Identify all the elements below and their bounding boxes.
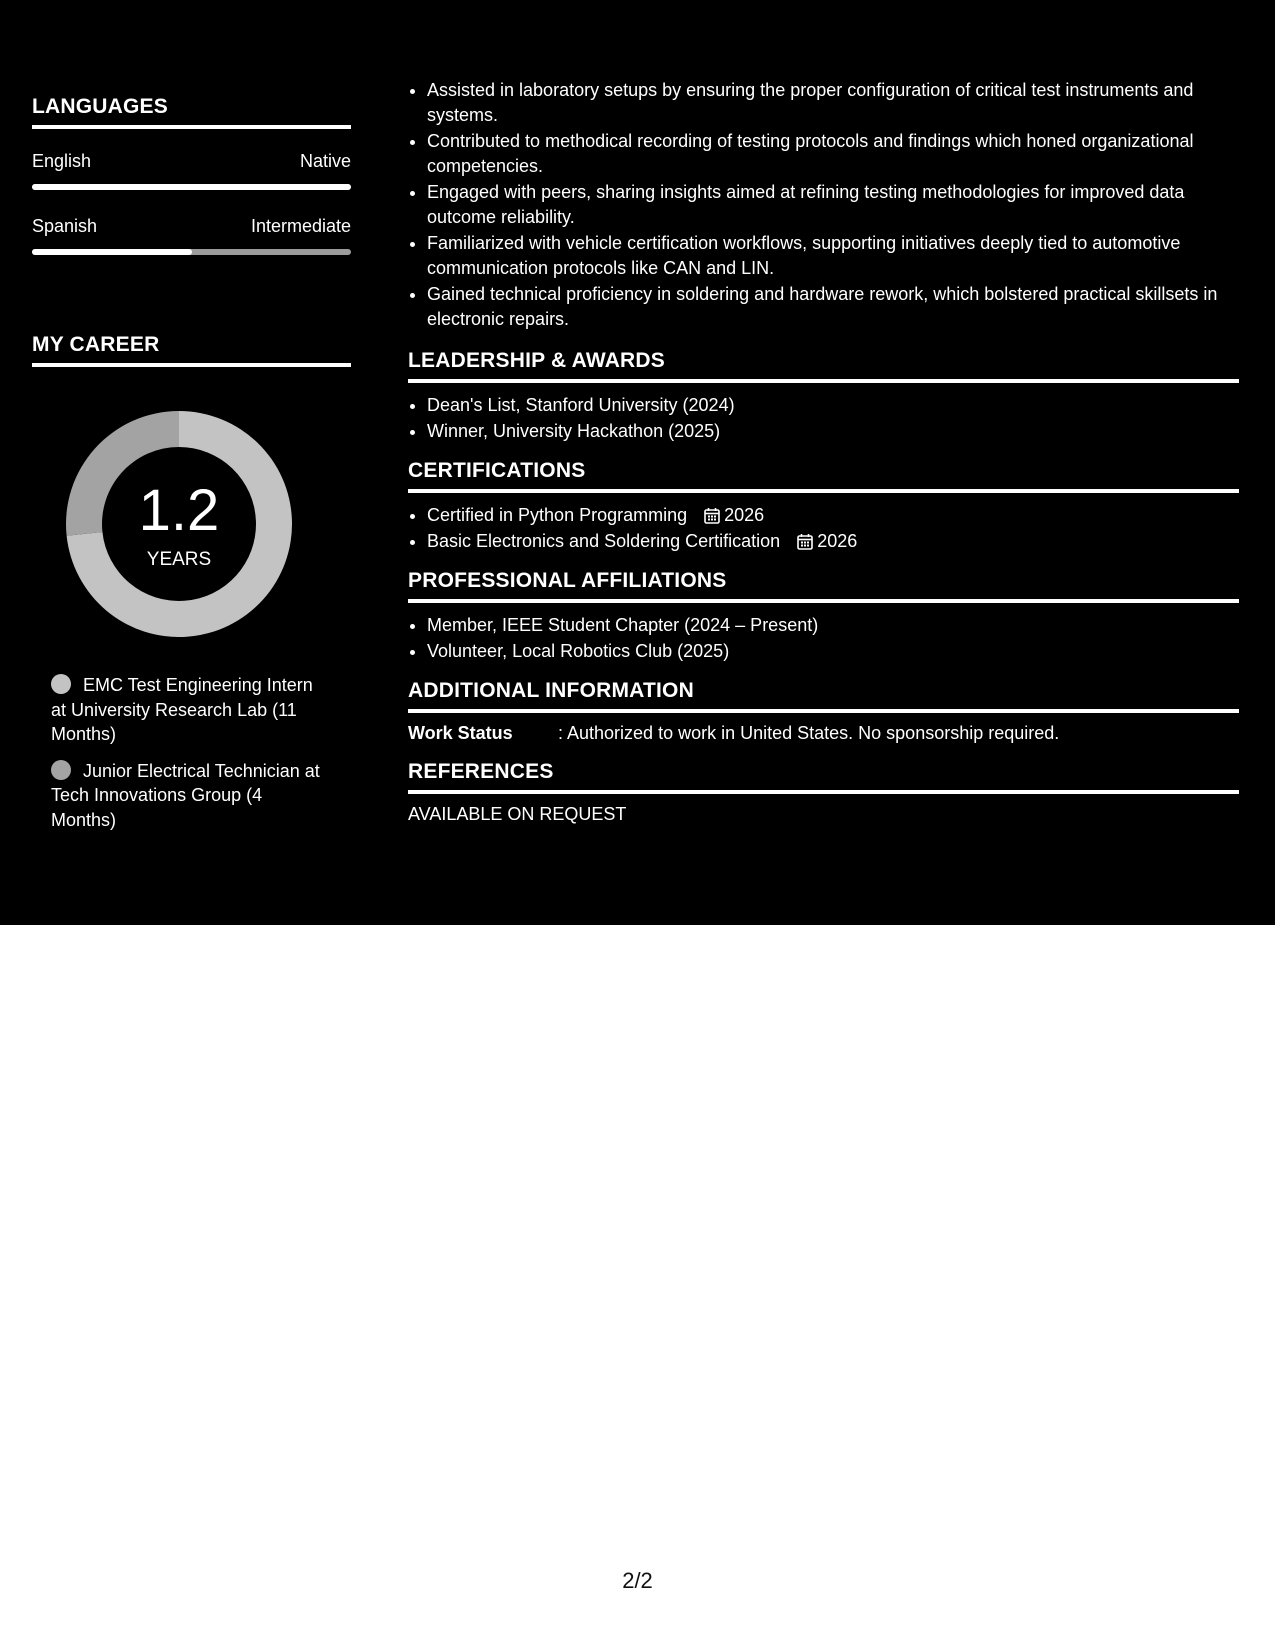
additional-info-section xyxy=(408,679,1239,744)
language-english xyxy=(32,151,351,190)
references-text: AVAILABLE ON REQUEST xyxy=(408,804,627,824)
references-section xyxy=(408,760,1239,825)
affiliations-title: PROFESSIONAL AFFILIATIONS xyxy=(408,569,1239,603)
calendar-icon xyxy=(797,533,813,550)
language-spanish xyxy=(32,216,351,255)
list-item: • Engaged with peers, sharing insights aimed at refining testing methodologies for improved data outcome reliability. xyxy=(427,180,1239,229)
legend-dot-icon xyxy=(51,760,71,780)
list-item: • Gained technical proficiency in soldering and hardware rework, which bolstered practical skillsets in electronic repairs. xyxy=(427,282,1239,331)
career-total-value: 1.2 xyxy=(138,478,220,543)
language-level-bar xyxy=(32,249,351,255)
left-column xyxy=(32,95,351,844)
leadership-section xyxy=(408,349,1239,443)
calendar-icon xyxy=(704,507,720,524)
work-status-row xyxy=(408,723,1239,744)
leadership-title: LEADERSHIP & AWARDS xyxy=(408,349,1239,383)
languages-title: LANGUAGES xyxy=(32,95,351,129)
language-name: English xyxy=(32,151,92,171)
certification-name: Certified in Python Programming xyxy=(427,505,688,525)
legend-dot-icon xyxy=(51,674,71,694)
career-legend-item xyxy=(51,759,331,833)
list-item: • Contributed to methodical recording of testing protocols and findings which honed organizational competencies. xyxy=(427,129,1239,178)
list-item: • Dean's List, Stanford University (2024) xyxy=(427,393,1239,418)
career-role-label: Junior Electrical Technician at Tech Innovations Group (4 Months) xyxy=(51,760,320,830)
certifications-section xyxy=(408,459,1239,553)
certification-year: 2026 xyxy=(724,505,765,525)
language-level: Native xyxy=(299,151,351,171)
experience-bullets xyxy=(408,78,1239,331)
list-item: • Winner, University Hackathon (2025) xyxy=(427,419,1239,444)
work-status-value: : Authorized to work in United States. No sponsorship required. xyxy=(558,723,1060,743)
career-legend-item xyxy=(51,673,331,747)
work-status-label: Work Status xyxy=(408,723,513,743)
certification-name: Basic Electronics and Soldering Certification xyxy=(427,530,781,551)
list-item: • Member, IEEE Student Chapter (2024 – Present) xyxy=(427,613,1239,638)
language-name: Spanish xyxy=(32,216,98,236)
language-level-bar-fill xyxy=(32,249,192,255)
references-title: REFERENCES xyxy=(408,760,1239,794)
list-item: • Familiarized with vehicle certification workflows, supporting initiatives deeply tied to automotive communication protocols like CAN and LIN. xyxy=(427,231,1239,280)
career-role-label: EMC Test Engineering Intern at University Research Lab (11 Months) xyxy=(51,675,313,744)
list-item xyxy=(427,529,1239,554)
right-column xyxy=(408,78,1239,825)
career-legend xyxy=(32,673,351,832)
list-item: • Assisted in laboratory setups by ensuring the proper configuration of critical test instruments and systems. xyxy=(427,78,1239,127)
career-title: MY CAREER xyxy=(32,333,351,367)
list-item xyxy=(427,503,1239,528)
language-level-bar-fill xyxy=(32,184,351,190)
list-item: • Volunteer, Local Robotics Club (2025) xyxy=(427,639,1239,664)
career-total-unit: YEARS xyxy=(146,549,212,570)
affiliations-section xyxy=(408,569,1239,663)
page-number: 2/2 xyxy=(622,1568,653,1593)
career-donut-chart xyxy=(66,411,292,637)
certification-year: 2026 xyxy=(817,530,858,551)
certifications-title: CERTIFICATIONS xyxy=(408,459,1239,493)
language-level: Intermediate xyxy=(250,216,351,236)
language-level-bar xyxy=(32,184,351,190)
additional-info-title: ADDITIONAL INFORMATION xyxy=(408,679,1239,713)
